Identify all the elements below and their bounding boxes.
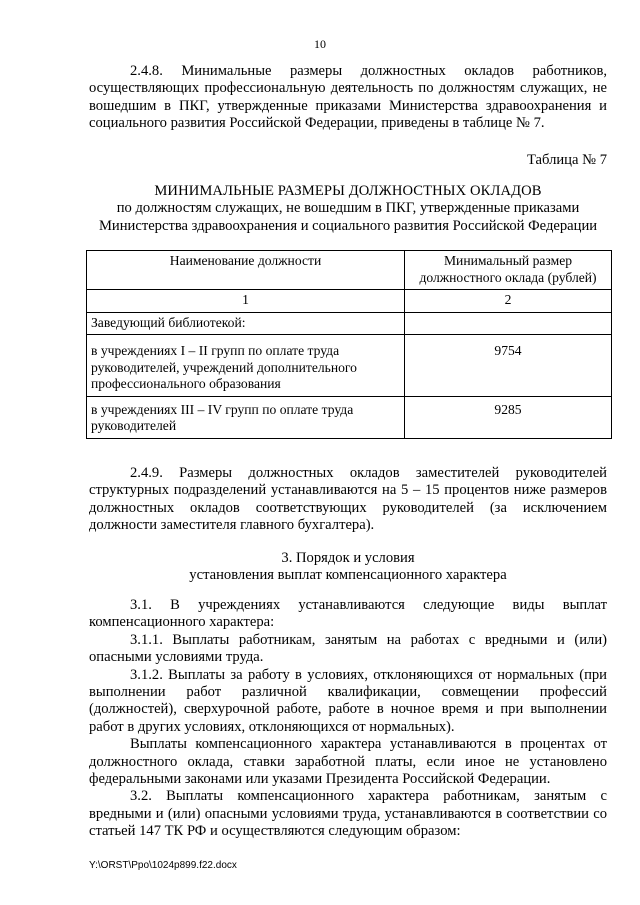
column-number-2: 2 [405, 290, 612, 313]
paragraph-3-1-1: 3.1.1. Выплаты работникам, занятым на работах с вредными и (или) опасными условиями труда. [89, 631, 607, 666]
table-label-block [89, 152, 607, 169]
paragraph-text: 2.4.9. Размеры должностных окладов заместителей руководителей структурных подразделений устанавливаются на 5 – 15 процентов ниже размеров должностных окладов соответствующих руководителей (за исключением должности заместителя главного бухгалтера). [89, 465, 607, 534]
paragraph-text: 2.4.8. Минимальные размеры должностных окладов работников, осуществляющих профессиональную деятельность по должностям служащих, не вошедшим в ПКГ, утвержденные приказами Министерства здравоохранения и социального развития Российской Федерации, приведены в таблице № 7. [89, 63, 607, 132]
page-number: 10 [314, 37, 326, 51]
row-position: в учреждениях I – II групп по оплате труда руководителей, учреждений дополнительного профессионального образования [87, 335, 405, 397]
row-position: в учреждениях III – IV групп по оплате труда руководителей [87, 396, 405, 438]
table-title-line-2: по должностям служащих, не вошедшим в ПКГ, утвержденные приказами [116, 200, 580, 217]
salary-table [86, 250, 612, 439]
section-heading-line-2: установления выплат компенсационного характера [189, 567, 507, 584]
table-title-line-1: МИНИМАЛЬНЫЕ РАЗМЕРЫ ДОЛЖНОСТНЫХ ОКЛАДОВ [154, 183, 542, 199]
paragraph-2-4-8 [89, 63, 607, 133]
table-label: Таблица № 7 [527, 152, 607, 168]
row-salary [405, 312, 612, 335]
column-number-1: 1 [87, 290, 405, 313]
paragraph-2-4-9 [89, 465, 607, 535]
paragraph-3-1-2: 3.1.2. Выплаты за работу в условиях, отклоняющихся от нормальных (при выполнении работ различной квалификации, совмещении профессий (должностей), сверхурочной работе, работе в ночное время и при выполнении работ в других условиях, отклоняющихся от нормальных). [89, 666, 607, 735]
row-salary: 9285 [405, 396, 612, 438]
table-row [87, 335, 612, 397]
section-3-heading [89, 550, 607, 585]
header-position: Наименование должности [87, 251, 405, 290]
paragraph-compensation: Выплаты компенсационного характера устанавливаются в процентах от должностного оклада, ставки заработной платы, если иное не установлено федеральными законами или указами Президента Российской Федерации. [89, 736, 607, 788]
table-header-row [87, 251, 612, 290]
table-row [87, 396, 612, 438]
paragraph-3-1: 3.1. В учреждениях устанавливаются следующие виды выплат компенсационного характера: [89, 597, 607, 631]
header-salary: Минимальный размер должностного оклада (рублей) [405, 251, 612, 290]
footer-file-path: Y:\ORST\Ppo\1024p899.f22.docx [89, 860, 237, 871]
table-number-row [87, 290, 612, 313]
section-heading-line-1: 3. Порядок и условия [281, 550, 415, 566]
row-salary: 9754 [405, 335, 612, 397]
table-title [89, 183, 607, 235]
table-row [87, 312, 612, 335]
row-position: Заведующий библиотекой: [87, 312, 405, 335]
section-3-body [89, 597, 607, 841]
paragraph-3-2: 3.2. Выплаты компенсационного характера работникам, занятым с вредными и (или) опасными условиями труда, устанавливаются в соответствии со статьей 147 ТК РФ и осуществляются следующим образом: [89, 788, 607, 840]
table-title-line-3: Министерства здравоохранения и социального развития Российской Федерации [98, 217, 598, 234]
